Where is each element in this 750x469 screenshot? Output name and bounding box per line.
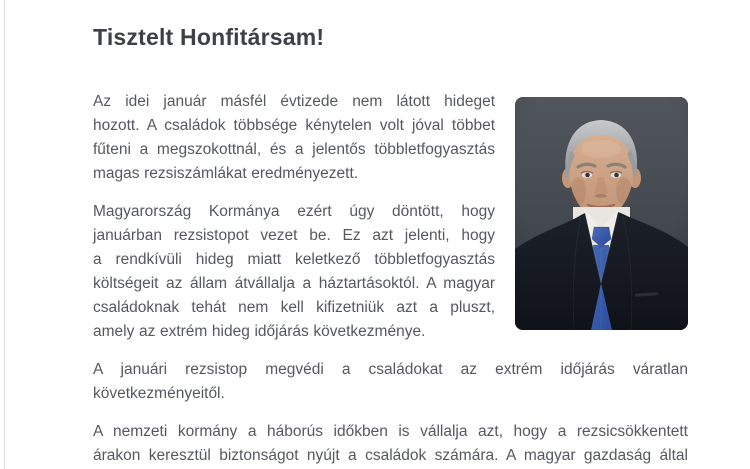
text-line: Magyarország Kormánya ezért úgy döntött, hogy: [93, 203, 495, 220]
text-line: költségeit az állam átvállalja a háztartásoktól. A magyar: [93, 275, 495, 292]
text-line: következményeitől.: [93, 385, 225, 402]
portrait-photo: [515, 97, 688, 330]
text-line: amely az extrém hideg időjárás következménye.: [93, 323, 426, 340]
text-line: januárban rezsistopot vezet be. Ez azt jelenti, hogy: [93, 227, 495, 244]
text-line: családoknak tehát nem kell kifizetniük azt a pluszt,: [93, 299, 495, 316]
portrait-illustration: [515, 97, 688, 330]
text-line: magas rezsiszámlákat eredményezett.: [93, 165, 359, 182]
text-line: Az idei január másfél évtizede nem látott hideget: [93, 93, 495, 110]
page-left-border: [4, 0, 5, 469]
page-title: Tisztelt Honfitársam!: [93, 24, 325, 50]
text-line: árakon keresztül biztonságot nyújt a családok számára. A magyar gazdaság által: [93, 447, 688, 464]
paragraph-3: [93, 358, 688, 406]
text-line: hozott. A családok többsége kénytelen volt jóval többet: [93, 117, 495, 134]
paragraph-4: [93, 420, 688, 468]
text-line: A januári rezsistop megvédi a családokat az extrém időjárás váratlan: [93, 361, 688, 378]
text-line: fűteni a megszokottnál, és a jelentős többletfogyasztás: [93, 141, 495, 158]
text-line: a rendkívüli hideg miatt keletkező többletfogyasztás: [93, 251, 495, 268]
text-line: A nemzeti kormány a háborús időkben is vállalja azt, hogy a rezsicsökkentett: [93, 423, 688, 440]
letter-body: [93, 90, 688, 468]
